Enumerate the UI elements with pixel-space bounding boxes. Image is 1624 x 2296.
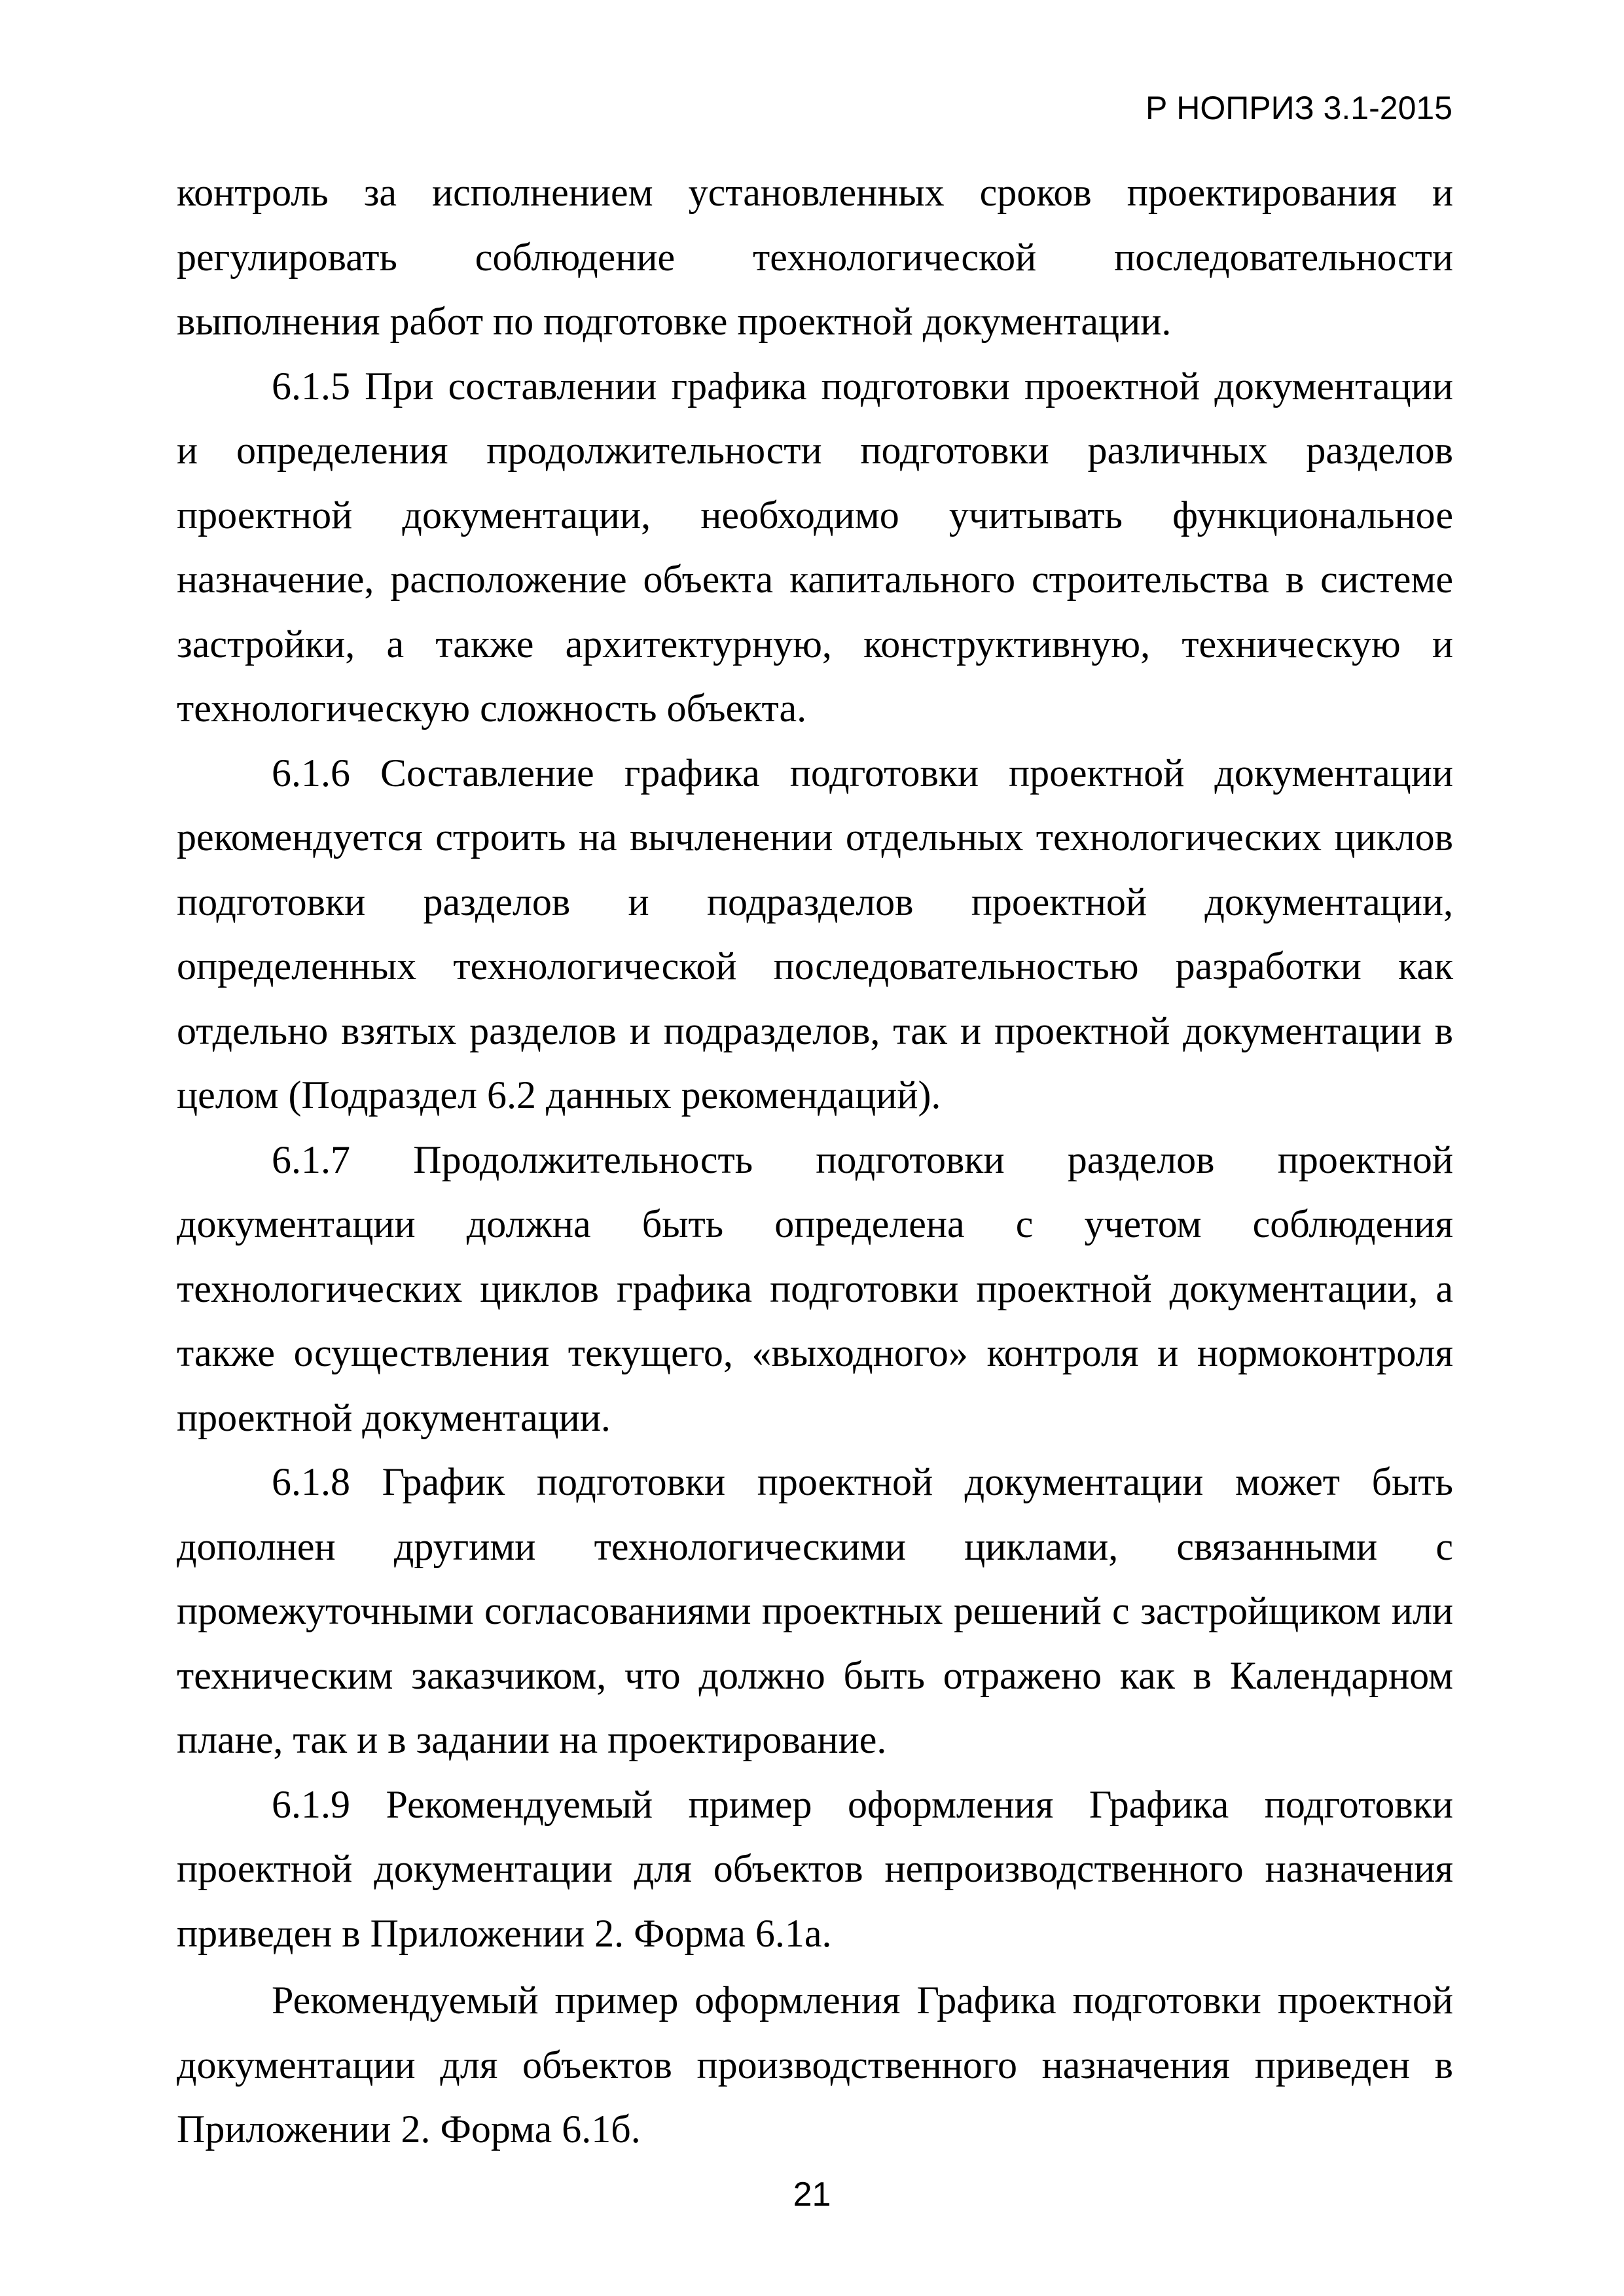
document-code-header: Р НОПРИЗ 3.1-2015 <box>1146 90 1453 126</box>
paragraph-continuation: контроль за исполнением установленных сроков проектирования и регулировать соблюдение технологической последовательности выполнения работ по подготовке проектной документации. <box>177 171 1453 343</box>
paragraph-6-1-6: 6.1.6 Составление графика подготовки проектной документации рекомендуется строить на вычленении отдельных технологических циклов подготовки разделов и подразделов проектной документации, определенных технологической последовательностью разработки как отдельно взятых разделов и подразделов, так и проектной документации в целом (Подраздел 6.2 данных рекомендаций). <box>177 751 1453 1117</box>
paragraph-6-1-9: 6.1.9 Рекомендуемый пример оформления Графика подготовки проектной документации для объектов непроизводственного назначения приведен в Приложении 2. Форма 6.1а. <box>177 1782 1453 1955</box>
document-body <box>177 160 1453 2162</box>
paragraph-6-1-5: 6.1.5 При составлении графика подготовки проектной документации и определения продолжительности подготовки различных разделов проектной документации, необходимо учитывать функциональное назначение, расположение объекта капитального строительства в системе застройки, а также архитектурную, конструктивную, техническую и технологическую сложность объекта. <box>177 364 1453 730</box>
paragraph-6-1-7: 6.1.7 Продолжительность подготовки разделов проектной документации должна быть определена с учетом соблюдения технологических циклов графика подготовки проектной документации, а также осуществления текущего, «выходного» контроля и нормоконтроля проектной документации. <box>177 1138 1453 1439</box>
paragraph-6-1-9-continued: Рекомендуемый пример оформления Графика подготовки проектной документации для объектов производственного назначения приведен в Приложении 2. Форма 6.1б. <box>177 1979 1453 2151</box>
page-number: 21 <box>793 2176 831 2214</box>
paragraph-6-1-8: 6.1.8 График подготовки проектной документации может быть дополнен другими технологическими циклами, связанными с промежуточными согласованиями проектных решений с застройщиком или техническим заказчиком, что должно быть отражено как в Календарном плане, так и в задании на проектирование. <box>177 1460 1453 1761</box>
